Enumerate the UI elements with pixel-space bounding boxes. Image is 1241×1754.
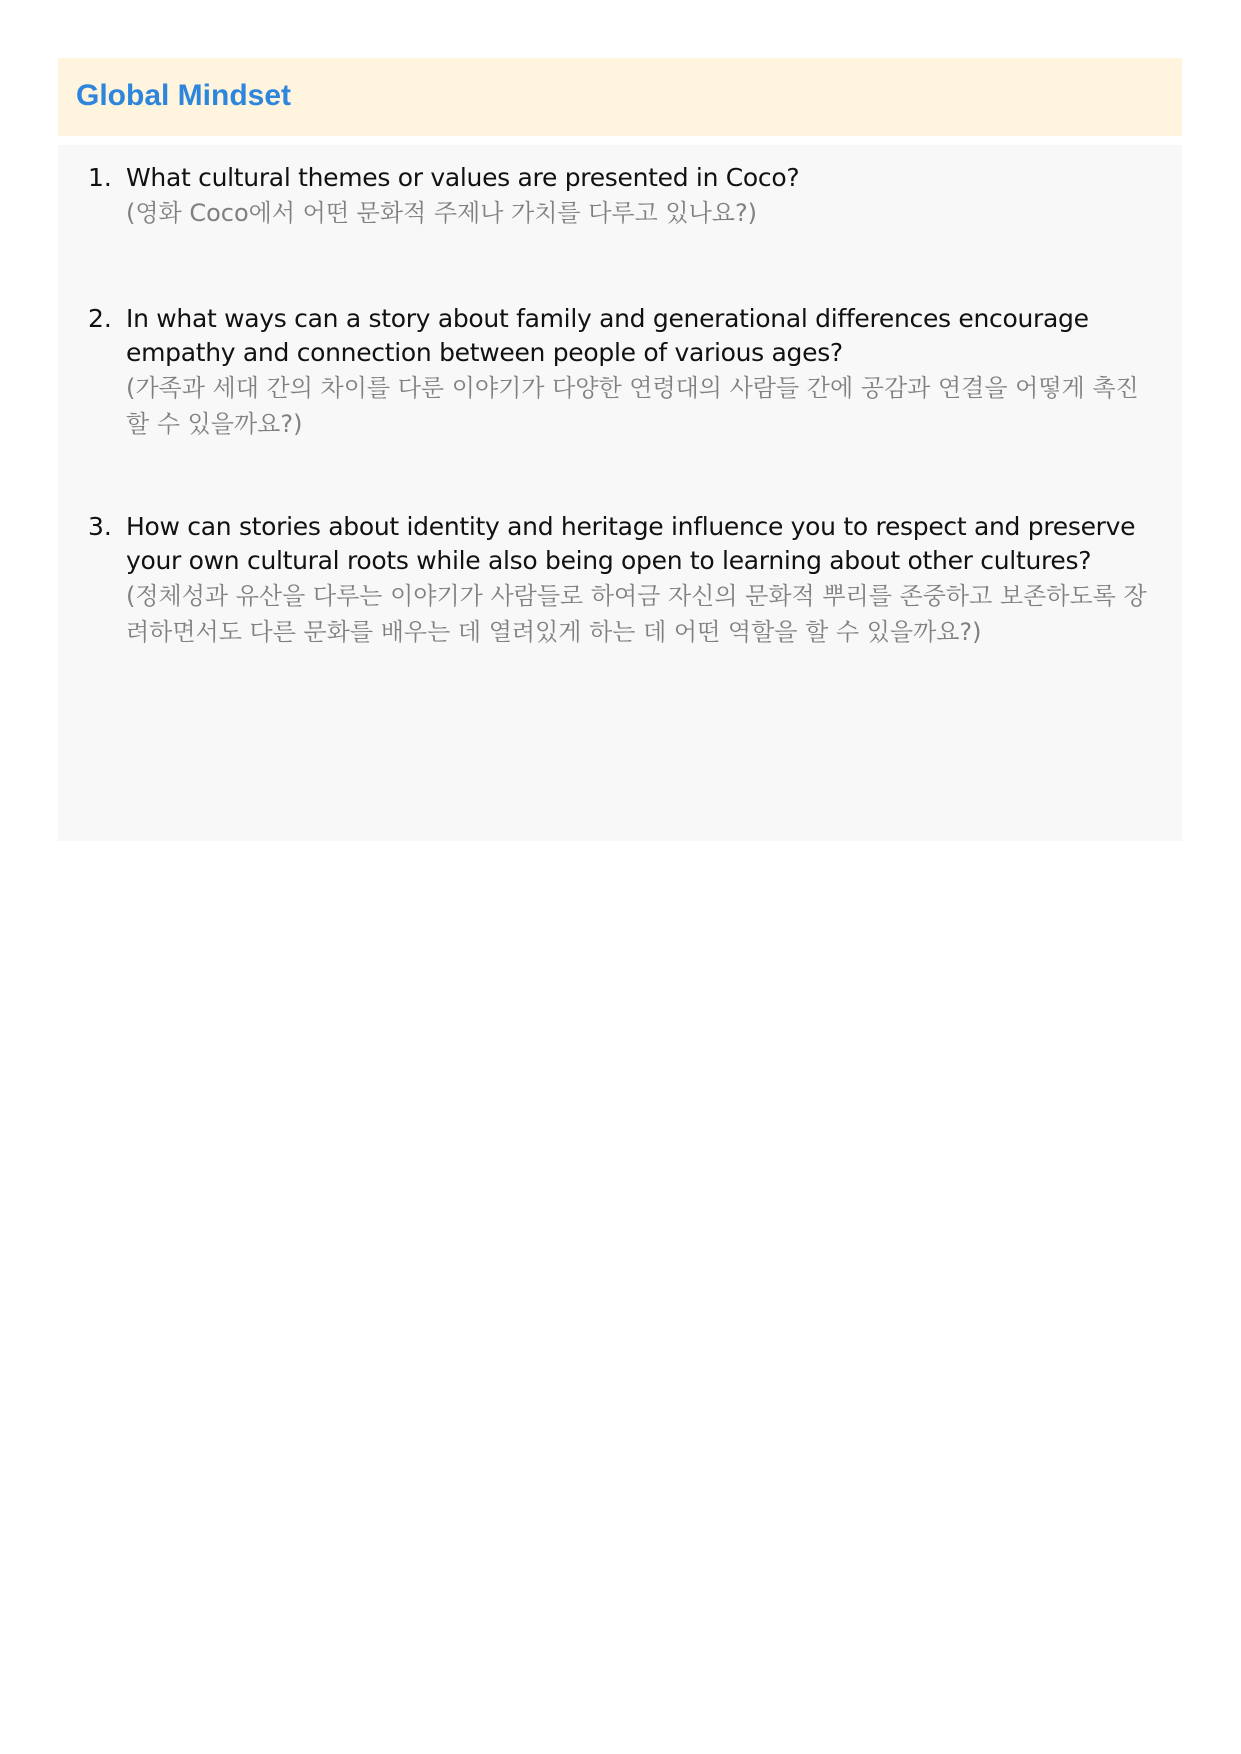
- question-korean: (정체성과 유산을 다루는 이야기가 사람들로 하여금 자신의 문화적 뿌리를 존중하고 보존하도록 장려하면서도 다른 문화를 배우는 데 열려있게 하는 데 어떤 역할을 할 수 있을까요?): [126, 582, 1147, 646]
- question-korean: (가족과 세대 간의 차이를 다룬 이야기가 다양한 연령대의 사람들 간에 공감과 연결을 어떻게 촉진할 수 있을까요?): [126, 374, 1139, 438]
- question-english: What cultural themes or values are presented in Coco?: [126, 163, 800, 192]
- question-number: 3.: [88, 512, 112, 541]
- question-english: How can stories about identity and heritage influence you to respect and preserve your own cultural roots while also being open to learning about other cultures?: [126, 512, 1136, 575]
- question-number: 2.: [88, 304, 112, 333]
- question-body: [126, 302, 1156, 442]
- section-header: [58, 58, 1182, 136]
- question-english: In what ways can a story about family and generational differences encourage empathy and connection between people of various ages?: [126, 304, 1089, 367]
- section-title: Global Mindset: [76, 79, 292, 112]
- question-body: [126, 161, 1156, 231]
- question-korean: (영화 Coco에서 어떤 문화적 주제나 가치를 다루고 있나요?): [126, 199, 758, 227]
- questions-panel: [58, 145, 1182, 841]
- question-number: 1.: [88, 163, 112, 192]
- question-body: [126, 510, 1156, 650]
